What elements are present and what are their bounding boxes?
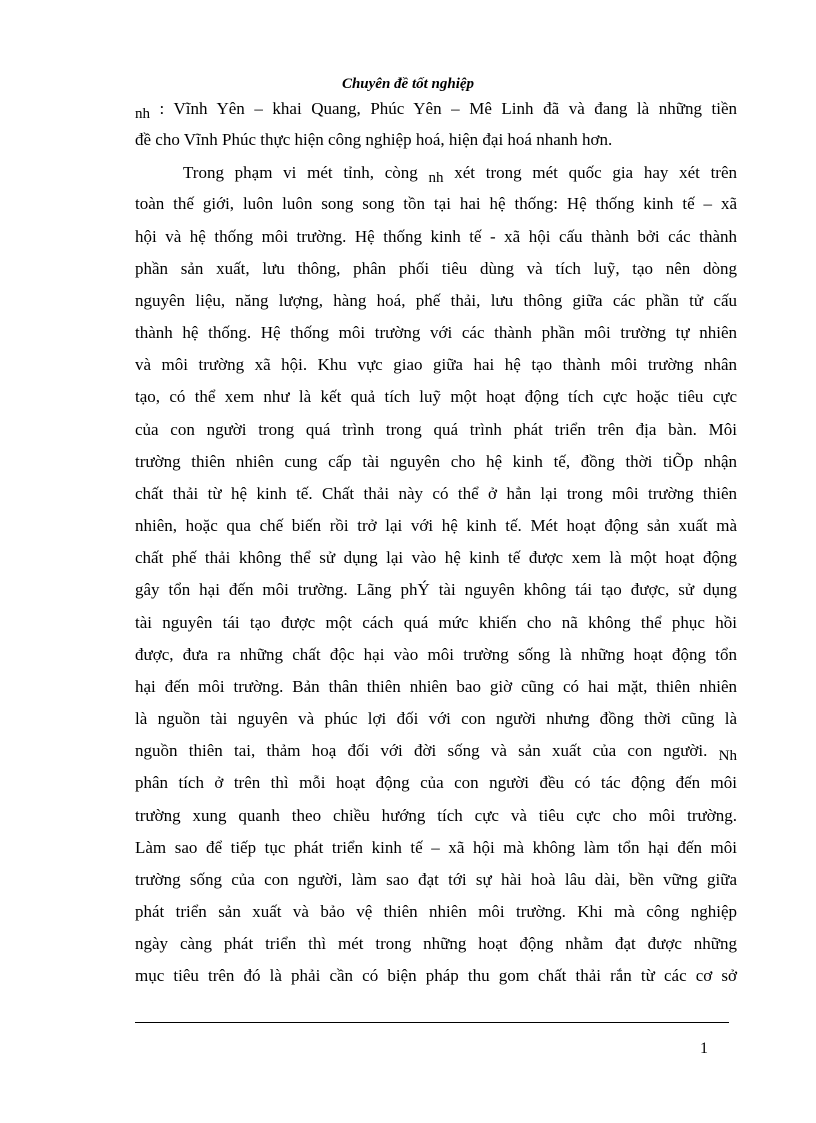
text-line-content: Trong phạm vi mét tỉnh, còng xyxy=(183,163,418,182)
text-line-content: nhiên, hoặc qua chế biến rồi trở lại với hệ kinh tế. Mét hoạt động sản xuất mà xyxy=(135,516,737,535)
page-number: 1 xyxy=(700,1040,708,1057)
text-line xyxy=(135,130,737,150)
text-line xyxy=(135,99,737,120)
text-line-content: phân tích ở trên thì mỗi hoạt động của con người đều có tác động đến môi xyxy=(135,773,737,792)
text-line xyxy=(135,613,737,633)
text-line-content: gây tổn hại đến môi trường. Lãng phÝ tài nguyên không tái tạo được, sử dụng xyxy=(135,580,737,599)
text-line xyxy=(135,773,737,793)
text-line-content: toàn thế giới, luôn luôn song song tồn tại hai hệ thống: Hệ thống kinh tế – xã xyxy=(135,194,737,213)
footer-divider xyxy=(135,1022,729,1023)
text-line-content: tạo, có thể xem như là kết quả tích luỹ một hoạt động tích cực hoặc tiêu cực xyxy=(135,387,737,406)
text-line-content: phát triển sản xuất và bảo vệ thiên nhiên môi trường. Khi mà công nghiệp xyxy=(135,902,737,921)
text-line xyxy=(135,323,737,343)
text-line xyxy=(135,194,737,214)
text-line-content: chất phế thải không thể sử dụng lại vào hệ kinh tế được xem là một hoạt động xyxy=(135,548,737,567)
text-line-content: trường sống của con người, làm sao đạt tới sự hài hoà lâu dài, bền vững giữa xyxy=(135,870,737,889)
text-line-content: đề cho Vĩnh Phúc thực hiện công nghiệp hoá, hiện đại hoá nhanh hơn. xyxy=(135,130,613,149)
text-fragment: nh xyxy=(428,170,444,186)
text-line xyxy=(135,580,737,600)
text-line-content: chất thải từ hệ kinh tế. Chất thải này có thể ở hẳn lại trong môi trường thiên xyxy=(135,484,737,503)
text-line-content: và môi trường xã hội. Khu vực giao giữa hai hệ tạo thành môi trường nhân xyxy=(135,355,737,374)
text-line xyxy=(135,870,737,890)
text-line-content: mục tiêu trên đó là phải cần có biện pháp thu gom chất thải rắn từ các cơ sở xyxy=(135,966,737,985)
text-line xyxy=(135,741,737,762)
text-line xyxy=(135,291,737,311)
text-line xyxy=(135,227,737,247)
text-line-content: thành hệ thống. Hệ thống môi trường với các thành phần môi trường tự nhiên xyxy=(135,323,737,342)
text-line-content: Làm sao để tiếp tục phát triển kinh tế – xã hội mà không làm tổn hại đến môi xyxy=(135,838,737,857)
page-header: Chuyên đề tốt nghiệp xyxy=(341,76,475,92)
text-line-content: nguyên liệu, năng lượng, hàng hoá, phế thải, lưu thông giữa các phần tử cấu xyxy=(135,291,737,310)
text-line xyxy=(135,645,737,665)
text-line-content: tài nguyên tái tạo được một cách quá mức khiến cho nã không thể phục hồi xyxy=(135,613,737,632)
text-line-content: ngày càng phát triển thì mét trong những hoạt động nhằm đạt được những xyxy=(135,934,737,953)
text-line-content: hội và hệ thống môi trường. Hệ thống kinh tế - xã hội cấu thành bởi các thành xyxy=(135,227,737,246)
text-line-content: phần sản xuất, lưu thông, phân phối tiêu dùng và tích luỹ, tạo nên dòng xyxy=(135,259,737,278)
text-line-content: hại đến môi trường. Bản thân thiên nhiên bao giờ cũng có hai mặt, thiên nhiên xyxy=(135,677,737,696)
text-line-content: của con người trong quá trình trong quá trình phát triển trên địa bàn. Môi xyxy=(135,420,737,439)
text-line xyxy=(135,259,737,279)
text-line-content: là nguồn tài nguyên và phúc lợi đối với con người nhưng đồng thời cũng là xyxy=(135,709,737,728)
text-line xyxy=(135,420,737,440)
text-line xyxy=(135,902,737,922)
text-line-content: trường thiên nhiên cung cấp tài nguyên cho hệ kinh tế, đồng thời tiÕp nhận xyxy=(135,452,737,471)
text-line xyxy=(135,387,737,407)
text-line-content: trường xung quanh theo chiều hướng tích cực và tiêu cực cho môi trường. xyxy=(135,806,737,825)
text-line xyxy=(135,677,737,697)
text-line xyxy=(135,709,737,729)
text-line xyxy=(135,355,737,375)
text-line-content: : Vĩnh Yên – khai Quang, Phúc Yên – Mê Linh đã và đang là những tiền xyxy=(150,99,737,118)
text-line xyxy=(135,452,737,472)
text-line xyxy=(135,934,737,954)
text-line xyxy=(135,806,737,826)
text-fragment: nh xyxy=(135,106,150,122)
text-line xyxy=(135,548,737,568)
text-line xyxy=(135,516,737,536)
text-fragment: Nh xyxy=(718,748,738,764)
text-line-content: nguồn thiên tai, thảm hoạ đối với đời sống và sản xuất của con người. xyxy=(135,741,708,760)
text-line xyxy=(135,838,737,858)
text-line xyxy=(135,484,737,504)
text-line xyxy=(135,966,737,986)
text-line xyxy=(183,163,737,184)
text-line-content: được, đưa ra những chất độc hại vào môi trường sống là những hoạt động tổn xyxy=(135,645,737,664)
text-line-content: xét trong mét quốc gia hay xét trên xyxy=(443,163,738,182)
